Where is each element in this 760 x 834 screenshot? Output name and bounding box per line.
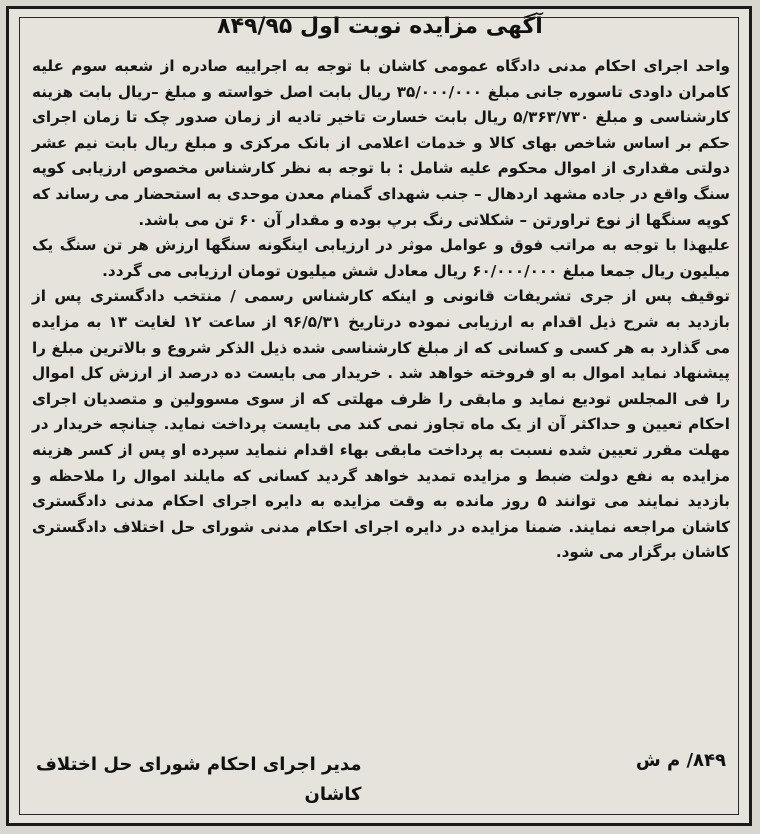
paragraph-3: توقیف پس از جری تشریفات قانونی و اینکه کارشناس رسمی / منتخب دادگستری پس از بازدید به شرح ذیل اقدام به ارزیابی نموده درتاریخ ۹۶/۵/۳۱ از ساعت ۱۲ لغایت ۱۳ به مزایده می گذارد به هر کسی و کسانی که از مبلغ کارشناسی شده ذیل الذکر شروع و بالاترین مبلغ را پیشنهاد نماید اموال به او فروخته خواهد شد . خریدار می بایست ده درصد از ارزش کل اموال را فی المجلس تودیع نماید و مابقی را ظرف مهلتی که از سوی مسوولین و متصدیان اجرای احکام تعیین و حداکثر آن از یک ماه تجاوز نمی کند می بایست پرداخت نماید. چنانچه خریدار در مهلت مقرر تعیین شده نسبت به پرداخت مابقی بهاء اقدام ننماید سپرده او پس از کسر هزینه مزایده به نفع دولت ضبط و مزایده تمدید خواهد گردید کسانی که مایلند اموال را ملاحظه و بازدید نمایند می توانند ۵ روز مانده به وقت مزایده به دایره اجرای احکام مدنی دادگستری کاشان مراجعه نمایند. ضمنا مزایده در دایره اجرای احکام مدنی شورای حل اختلاف دادگستری کاشان برگزار می شود. xyxy=(32,287,730,562)
signature-city: کاشان xyxy=(304,784,362,805)
notice-body xyxy=(32,54,730,566)
signature-title: مدیر اجرای احکام شورای حل اختلاف xyxy=(36,754,362,775)
notice-number: ۸۴۹/ م ش xyxy=(635,750,726,771)
signature-block xyxy=(36,750,362,810)
paragraph-1: واحد اجرای احکام مدنی دادگاه عمومی کاشان با توجه به اجراییه صادره از شعبه سوم علیه کامران داودی تاسوره جانی مبلغ ۳۵/۰۰۰/۰۰۰ ریال بابت اصل خواسته و مبلغ –ریال بابت هزینه کارشناسی و مبلغ ۵/۳۶۳/۷۳۰ ریال بابت خسارت تاخیر تادیه از زمان صدور چک تا زمان اجرای حکم بر اساس شاخص بهای کالا و خدمات اعلامی از بانک مرکزی و مبلغ ریال بابت نیم عشر دولتی مقداری از اموال محکوم علیه شامل : با توجه به نظر کارشناس مخصوص ارزیابی کوپه سنگ واقع در جاده مشهد اردهال – جنب شهدای گمنام معدن موحدی به استحضار می رساند که کوپه سنگها از نوع تراورتن – شکلاتی رنگ برپ بوده و مقدار آن ۶۰ تن می باشد. xyxy=(32,57,730,229)
notice-title: آگهی مزایده نوبت اول ۸۴۹/۹۵ xyxy=(217,14,543,39)
paragraph-2: علیهذا با توجه به مراتب فوق و عوامل موثر در ارزیابی اینگونه سنگها ارزش هر تن سنگ یک میلیون ریال جمعا مبلغ ۶۰/۰۰۰/۰۰۰ ریال معادل شش میلیون تومان ارزیابی می گردد. xyxy=(32,236,730,280)
